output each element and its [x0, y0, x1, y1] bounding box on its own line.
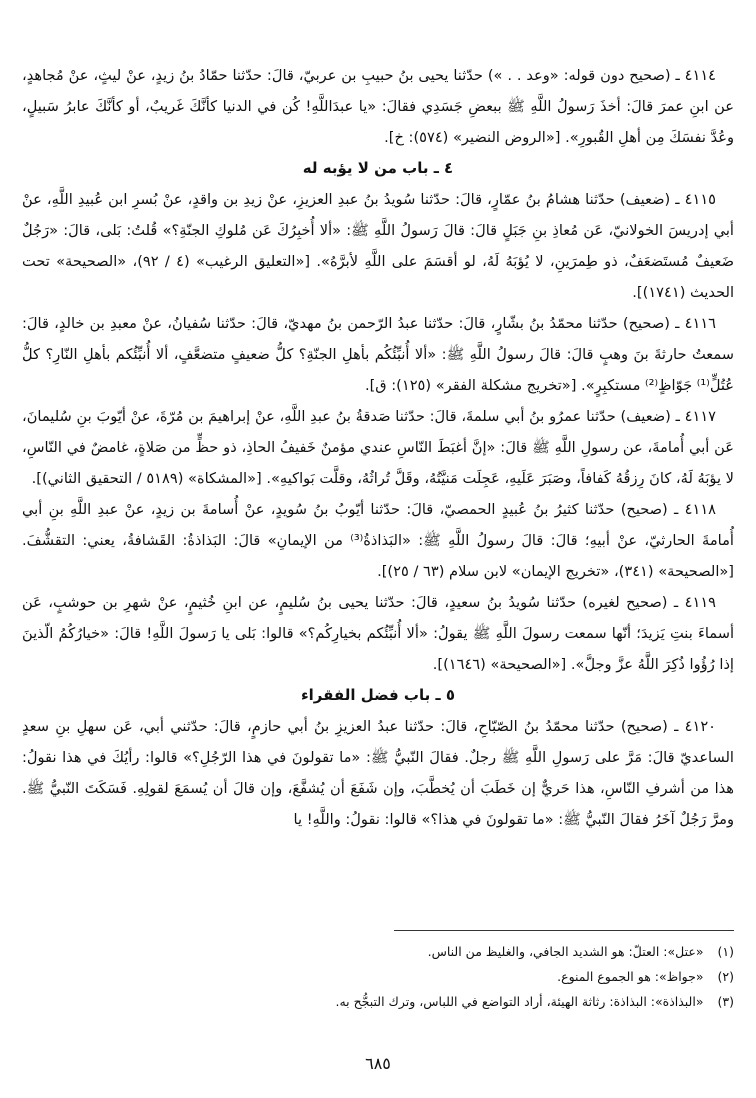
footnote-text: «جواظ»: هو الجموع المنوع. [557, 969, 704, 984]
chapter-heading-4: ٤ ـ باب من لا يؤبه له [302, 159, 454, 177]
hadith-4114: ٤١١٤ ـ (صحيح دون قوله: «وعد . . ») حدّثنا يحيى بنُ حبيبِ بن عربيّ، قالَ: حدّثنا حمّادُ بنُ زيدٍ، عنْ ليثٍ، عنْ مُجاهدٍ، عن ابنِ عمرَ قالَ: أخذَ رَسولُ اللَّهِ ﷺ ببعضِ جَسَدِي فقالَ: «يا عبدَاللَّهِ! كُن في الدنيا كأنَّكَ غَريبٌ، أو كأنَّكَ عابرُ سَبيلٍ، وعُدَّ نفسَكَ مِن أهلِ القُبورِ». [«الروض النضير» (٥٧٤): خ]. [22, 67, 734, 146]
footnote-number: (١) [717, 944, 734, 959]
hadith-4117: ٤١١٧ ـ (ضعيف) حدّثنا عمرُو بنُ أبي سلمةَ، قالَ: حدّثنا صَدقةُ بنُ عبدِ اللَّهِ، عنْ إبراهيمَ بن مُرّةَ، عنْ أيّوبَ بنِ سُليمانَ، عَن أبي أُمامةَ، عن رسولِ اللَّهِ ﷺ قالَ: «إنَّ أغبَطَ النّاسِ عندي مؤمنٌ خَفيفُ الحاذِ، ذو حظٍّ من صَلاةٍ، غامضٌ في النّاسِ، لا يؤبَهُ لَهُ، كانَ رِزقُهُ كَفافاً، وصَبَرَ عَلَيهِ، عَجِلَت مَنيَّتُهُ، وقَلَّ تُراثُهُ، وقلَّت بَواكيهِ». [«المشكاة» (٥١٨٩ / التحقيق الثاني)]. [22, 408, 734, 487]
hadith-4118: ٤١١٨ ـ (صحيح) حدّثنا كثيرُ بنُ عُبيدٍ الحمصيّ، قالَ: حدّثنا أيّوبُ بنُ سُويدٍ، عنْ أُسامةَ بن زيدٍ، عنْ عبدِ اللَّهِ بنِ أبي أُمامةَ الحارثيّ، عنْ أبيهِ؛ قالَ: قالَ رسولُ اللَّهِ ﷺ: «البَذاذةُ⁽³⁾ من الإيمانِ» قالَ: البَذاذةُ: القَشافةُ، يعني: التقشُّفَ. [«الصحيحة» (٣٤١)، «تخريج الإيمان» لابن سلام (٦٣ / ٢٥)]. [22, 501, 734, 580]
footnote-number: (٣) [717, 994, 734, 1009]
footnote-number: (٢) [717, 969, 734, 984]
footnote-2 [22, 964, 734, 989]
hadith-4119: ٤١١٩ ـ (صحيح لغيره) حدّثنا سُويدُ بنُ سعيدٍ، قالَ: حدّثنا يحيى بنُ سُليمٍ، عن ابنِ خُثيمٍ، عنْ شهرِ بن حوشبٍ، عَن أسماءَ بنتِ يَزيدَ؛ أنّها سمعت رسولَ اللَّهِ ﷺ يقولُ: «ألا أُنبِّئُكم بخيارِكُم؟» قالوا: بَلى يا رَسولَ اللَّهِ! قالَ: «خيارُكُمُ الّذينَ إذا رُؤُوا ذُكِرَ اللَّهُ عزَّ وجلَّ». [«الصحيحة» (١٦٤٦)]. [22, 594, 734, 673]
footnote-text: «عتل»: العتلّ: هو الشديد الجافي، والغليظ من الناس. [427, 944, 704, 959]
hadith-4116: ٤١١٦ ـ (صحيح) حدّثنا محمّدُ بنُ بشّارٍ، قالَ: حدّثنا عبدُ الرّحمن بنُ مهديّ، قالَ: حدّثنا سُفيانُ، عنْ معبدِ بن خالدٍ، قالَ: سمعتُ حارثةَ بنَ وهبٍ قالَ: قالَ رسولُ اللَّهِ ﷺ: «ألا أُنبِّئُكُم بأهلِ الجنّةِ؟ كلُّ ضعيفٍ متضعَّفٍ، ألا أُنبِّئُكم بأهلِ النّارِ؟ كلُّ عُتُلٍّ⁽¹⁾ جَوّاظٍ⁽²⁾ مستكبِرٍ». [«تخريج مشكلة الفقر» (١٢٥): ق]. [22, 315, 734, 394]
chapter-heading-5: ٥ ـ باب فضل الفقراء [300, 686, 455, 704]
footnote-3 [22, 989, 734, 1014]
hadith-4120: ٤١٢٠ ـ (صحيح) حدّثنا محمّدُ بنُ الصّبّاحِ، قالَ: حدّثنا عبدُ العزيزِ بنُ أبي حازمٍ، قالَ: حدّثني أبي، عَن سهلِ بنِ سعدٍ الساعديّ قالَ: مَرَّ على رَسولِ اللَّهِ ﷺ رجلٌ. فقالَ النّبيُّ ﷺ: «ما تقولونَ في هذا الرّجُلِ؟» قالوا: رأيُكَ في هذا نقولُ: هذا من أشرفِ النّاسِ، هذا حَريٌّ إن خَطَبَ أن يُخطَّبَ، وإن شَفَعَ أن يُشفَّعَ، وإن قالَ أن يُسمَعَ لقولِهِ. فَسَكَتَ النّبيُّ ﷺ. ومرَّ رَجُلٌ آخَرُ فقالَ النّبيُّ ﷺ: «ما تقولونَ في هذا؟» قالوا: نقولُ: واللَّهِ! يا [22, 718, 734, 828]
footnote-1 [22, 939, 734, 964]
page-body [22, 60, 734, 835]
footnote-separator [394, 930, 734, 931]
hadith-4115: ٤١١٥ ـ (ضعيف) حدّثنا هشامُ بنُ عمّارٍ، قالَ: حدّثنا سُويدُ بنُ عبدِ العزيزِ، عنْ زيدِ بن واقدٍ، عنْ بُسرِ ابن عُبيدِ اللَّهِ، عنْ أبي إدريسَ الخولانيّ، عَن مُعاذِ بنِ جَبَلٍ قالَ: قالَ رَسولُ اللَّهِ ﷺ: «ألا أُخبِرُكَ عَن مُلوكِ الجنّةِ؟» قُلتُ: بَلى، قالَ: «رَجُلٌ ضَعيفٌ مُستَضعَفٌ، ذو طِمرَينِ، لا يُؤبَهُ لَهُ، لو أقسَمَ على اللَّهِ لأبرَّهُ». [«التعليق الرغيب» (٤ / ٩٢)، «الصحيحة» تحت الحديث (١٧٤١)]. [22, 191, 734, 301]
footnotes [22, 930, 734, 1014]
page-number: ٦٨٥ [365, 1054, 391, 1073]
footnote-text: «البذاذة»: البذاذة: رثاثة الهيئة، أراد التواضع في اللباس، وترك التبجُّح به. [335, 994, 704, 1009]
